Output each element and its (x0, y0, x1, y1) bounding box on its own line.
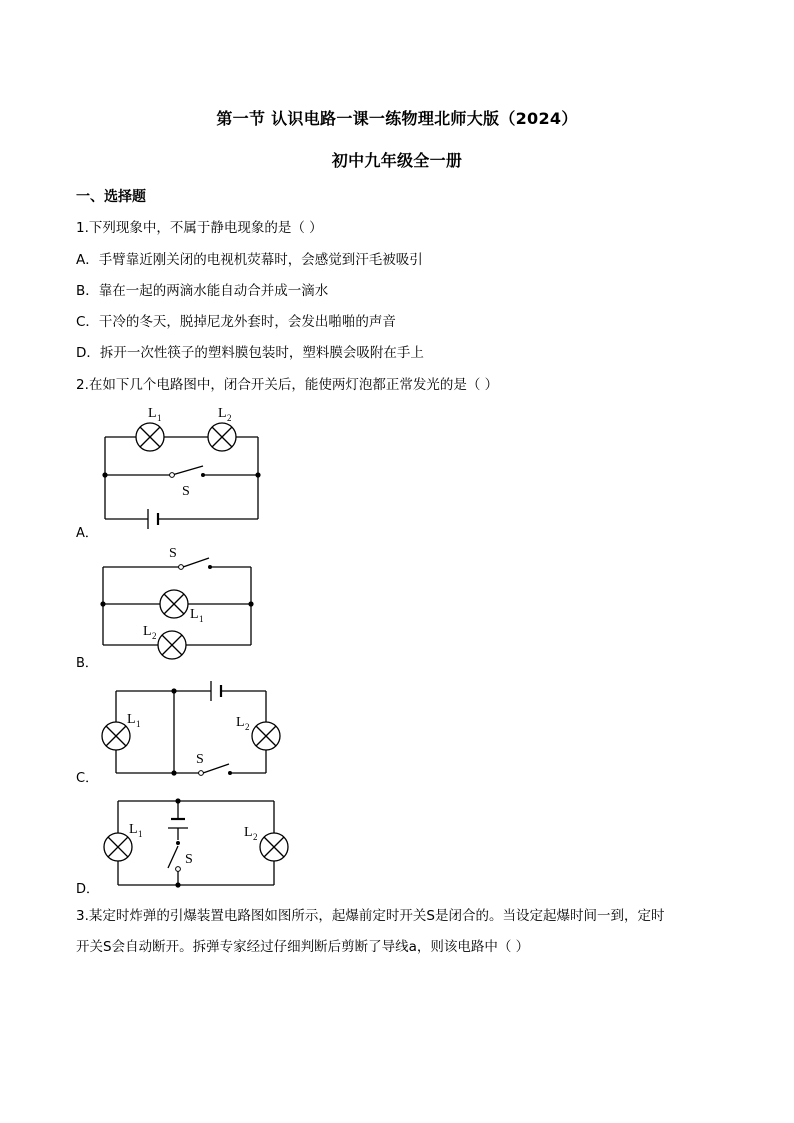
page-title: 第一节 认识电路一课一练物理北师大版（2024） (216, 109, 578, 128)
question-3-stem-line1: 3.某定时炸弹的引爆装置电路图如图所示，起爆前定时开关S是闭合的。当设定起爆时间一到，定时 (76, 908, 665, 924)
svg-text:L: L (129, 822, 138, 837)
svg-text:L: L (218, 406, 227, 421)
lamp-l1-icon (104, 833, 132, 861)
svg-text:L: L (143, 624, 152, 639)
svg-text:2: 2 (227, 413, 232, 423)
svg-text:2: 2 (152, 631, 157, 641)
svg-text:S: S (185, 852, 193, 867)
svg-text:L: L (244, 825, 253, 840)
svg-text:S: S (182, 484, 190, 499)
svg-text:L: L (127, 712, 136, 727)
svg-text:L: L (190, 607, 199, 622)
lamp-l2-icon (260, 833, 288, 861)
q1-option-d: D．拆开一次性筷子的塑料膜包装时，塑料膜会吸附在手上 (76, 345, 424, 361)
svg-text:1: 1 (136, 719, 141, 729)
svg-text:1: 1 (138, 829, 143, 839)
svg-text:2: 2 (253, 832, 258, 842)
q2-option-b-label: B． (76, 656, 98, 671)
svg-text:1: 1 (199, 614, 204, 624)
q2-option-c-label: C． (76, 771, 99, 786)
question-3-stem-line2: 开关S会自动断开。拆弹专家经过仔细判断后剪断了导线a，则该电路中（ ） (76, 939, 530, 955)
page-subtitle: 初中九年级全一册 (331, 151, 463, 170)
q2-option-d-label: D． (76, 882, 100, 897)
svg-text:L: L (236, 715, 245, 730)
q1-option-a: A．手臂靠近刚关闭的电视机荧幕时，会感觉到汗毛被吸引 (76, 252, 423, 268)
svg-text:S: S (169, 546, 177, 561)
q2-option-a-label: A． (76, 526, 98, 541)
q1-option-b: B．靠在一起的两滴水能自动合并成一滴水 (76, 283, 329, 299)
section-heading: 一、选择题 (76, 189, 146, 205)
svg-text:L: L (148, 406, 157, 421)
q1-option-c: C．干冷的冬天，脱掉尼龙外套时，会发出啪啪的声音 (76, 314, 396, 330)
svg-text:S: S (196, 752, 204, 767)
svg-text:2: 2 (245, 722, 250, 732)
question-2-stem: 2.在如下几个电路图中，闭合开关后，能使两灯泡都正常发光的是（ ） (76, 377, 499, 393)
svg-text:1: 1 (157, 413, 162, 423)
question-1-stem: 1.下列现象中，不属于静电现象的是（ ） (76, 220, 323, 236)
